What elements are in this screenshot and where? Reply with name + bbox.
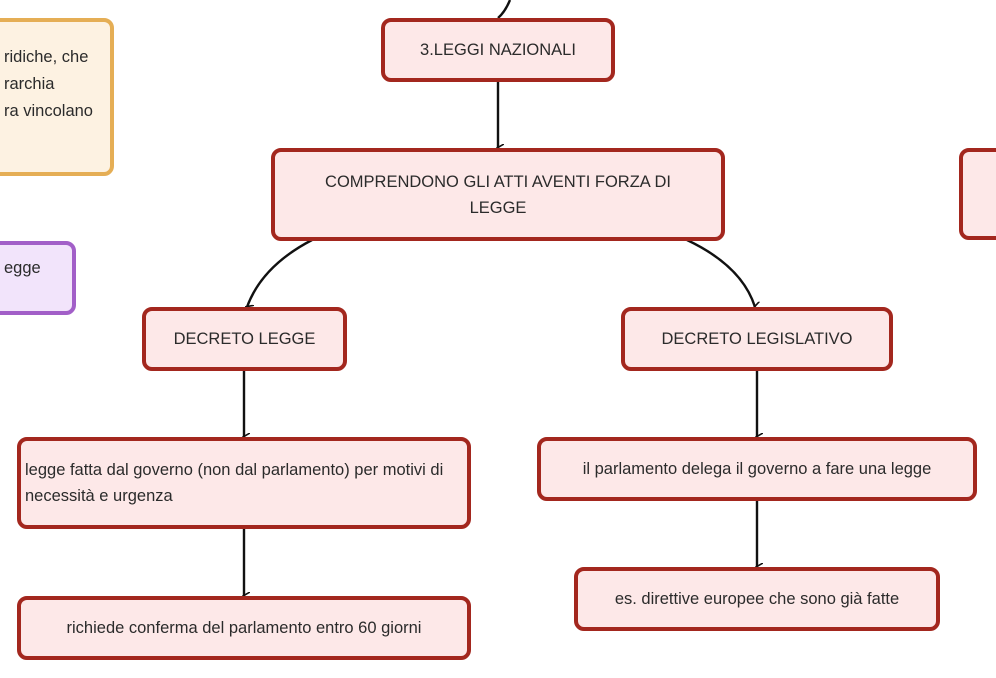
node-decreto-legge[interactable] [142,307,347,371]
node-decreto-legge-description-label: legge fatta dal governo (non dal parlamento) per motivi di necessità e urgenza [25,461,444,505]
orange-node-line-3: ra vincolano [4,102,93,120]
connector-forza-to-decreto-legge [247,240,312,307]
node-decreto-legislativo-esempio-label: es. direttive europee che sono già fatte [614,590,900,608]
node-forza-di-legge[interactable] [271,148,725,241]
node-decreto-legislativo[interactable] [621,307,893,371]
node-leggi-nazionali[interactable] [381,18,615,82]
orange-node-partial[interactable] [0,18,114,176]
node-forza-di-legge-label: COMPRENDONO GLI ATTI AVENTI FORZA DI LEGGE [325,172,671,217]
node-leggi-nazionali-label: 3.LEGGI NAZIONALI [420,41,576,59]
node-decreto-legge-conferma-label: richiede conferma del parlamento entro 60 giorni [66,619,422,637]
connector-forza-to-decreto-legislativo [687,240,755,307]
right-node-partial[interactable] [959,148,996,240]
node-decreto-legislativo-description[interactable] [537,437,977,501]
purple-node-partial[interactable] [0,241,76,315]
node-decreto-legge-label: DECRETO LEGGE [173,330,316,348]
node-decreto-legge-description[interactable] [17,437,471,529]
purple-node-text: egge [4,259,41,277]
connector-incoming-top [498,0,510,18]
node-decreto-legislativo-description-label: il parlamento delega il governo a fare una legge [582,460,932,478]
node-decreto-legislativo-esempio[interactable] [574,567,940,631]
node-decreto-legislativo-label: DECRETO LEGISLATIVO [661,330,853,348]
orange-node-line-1: ridiche, che [4,48,89,66]
orange-node-line-2: rarchia [4,75,55,93]
node-decreto-legge-conferma[interactable] [17,596,471,660]
